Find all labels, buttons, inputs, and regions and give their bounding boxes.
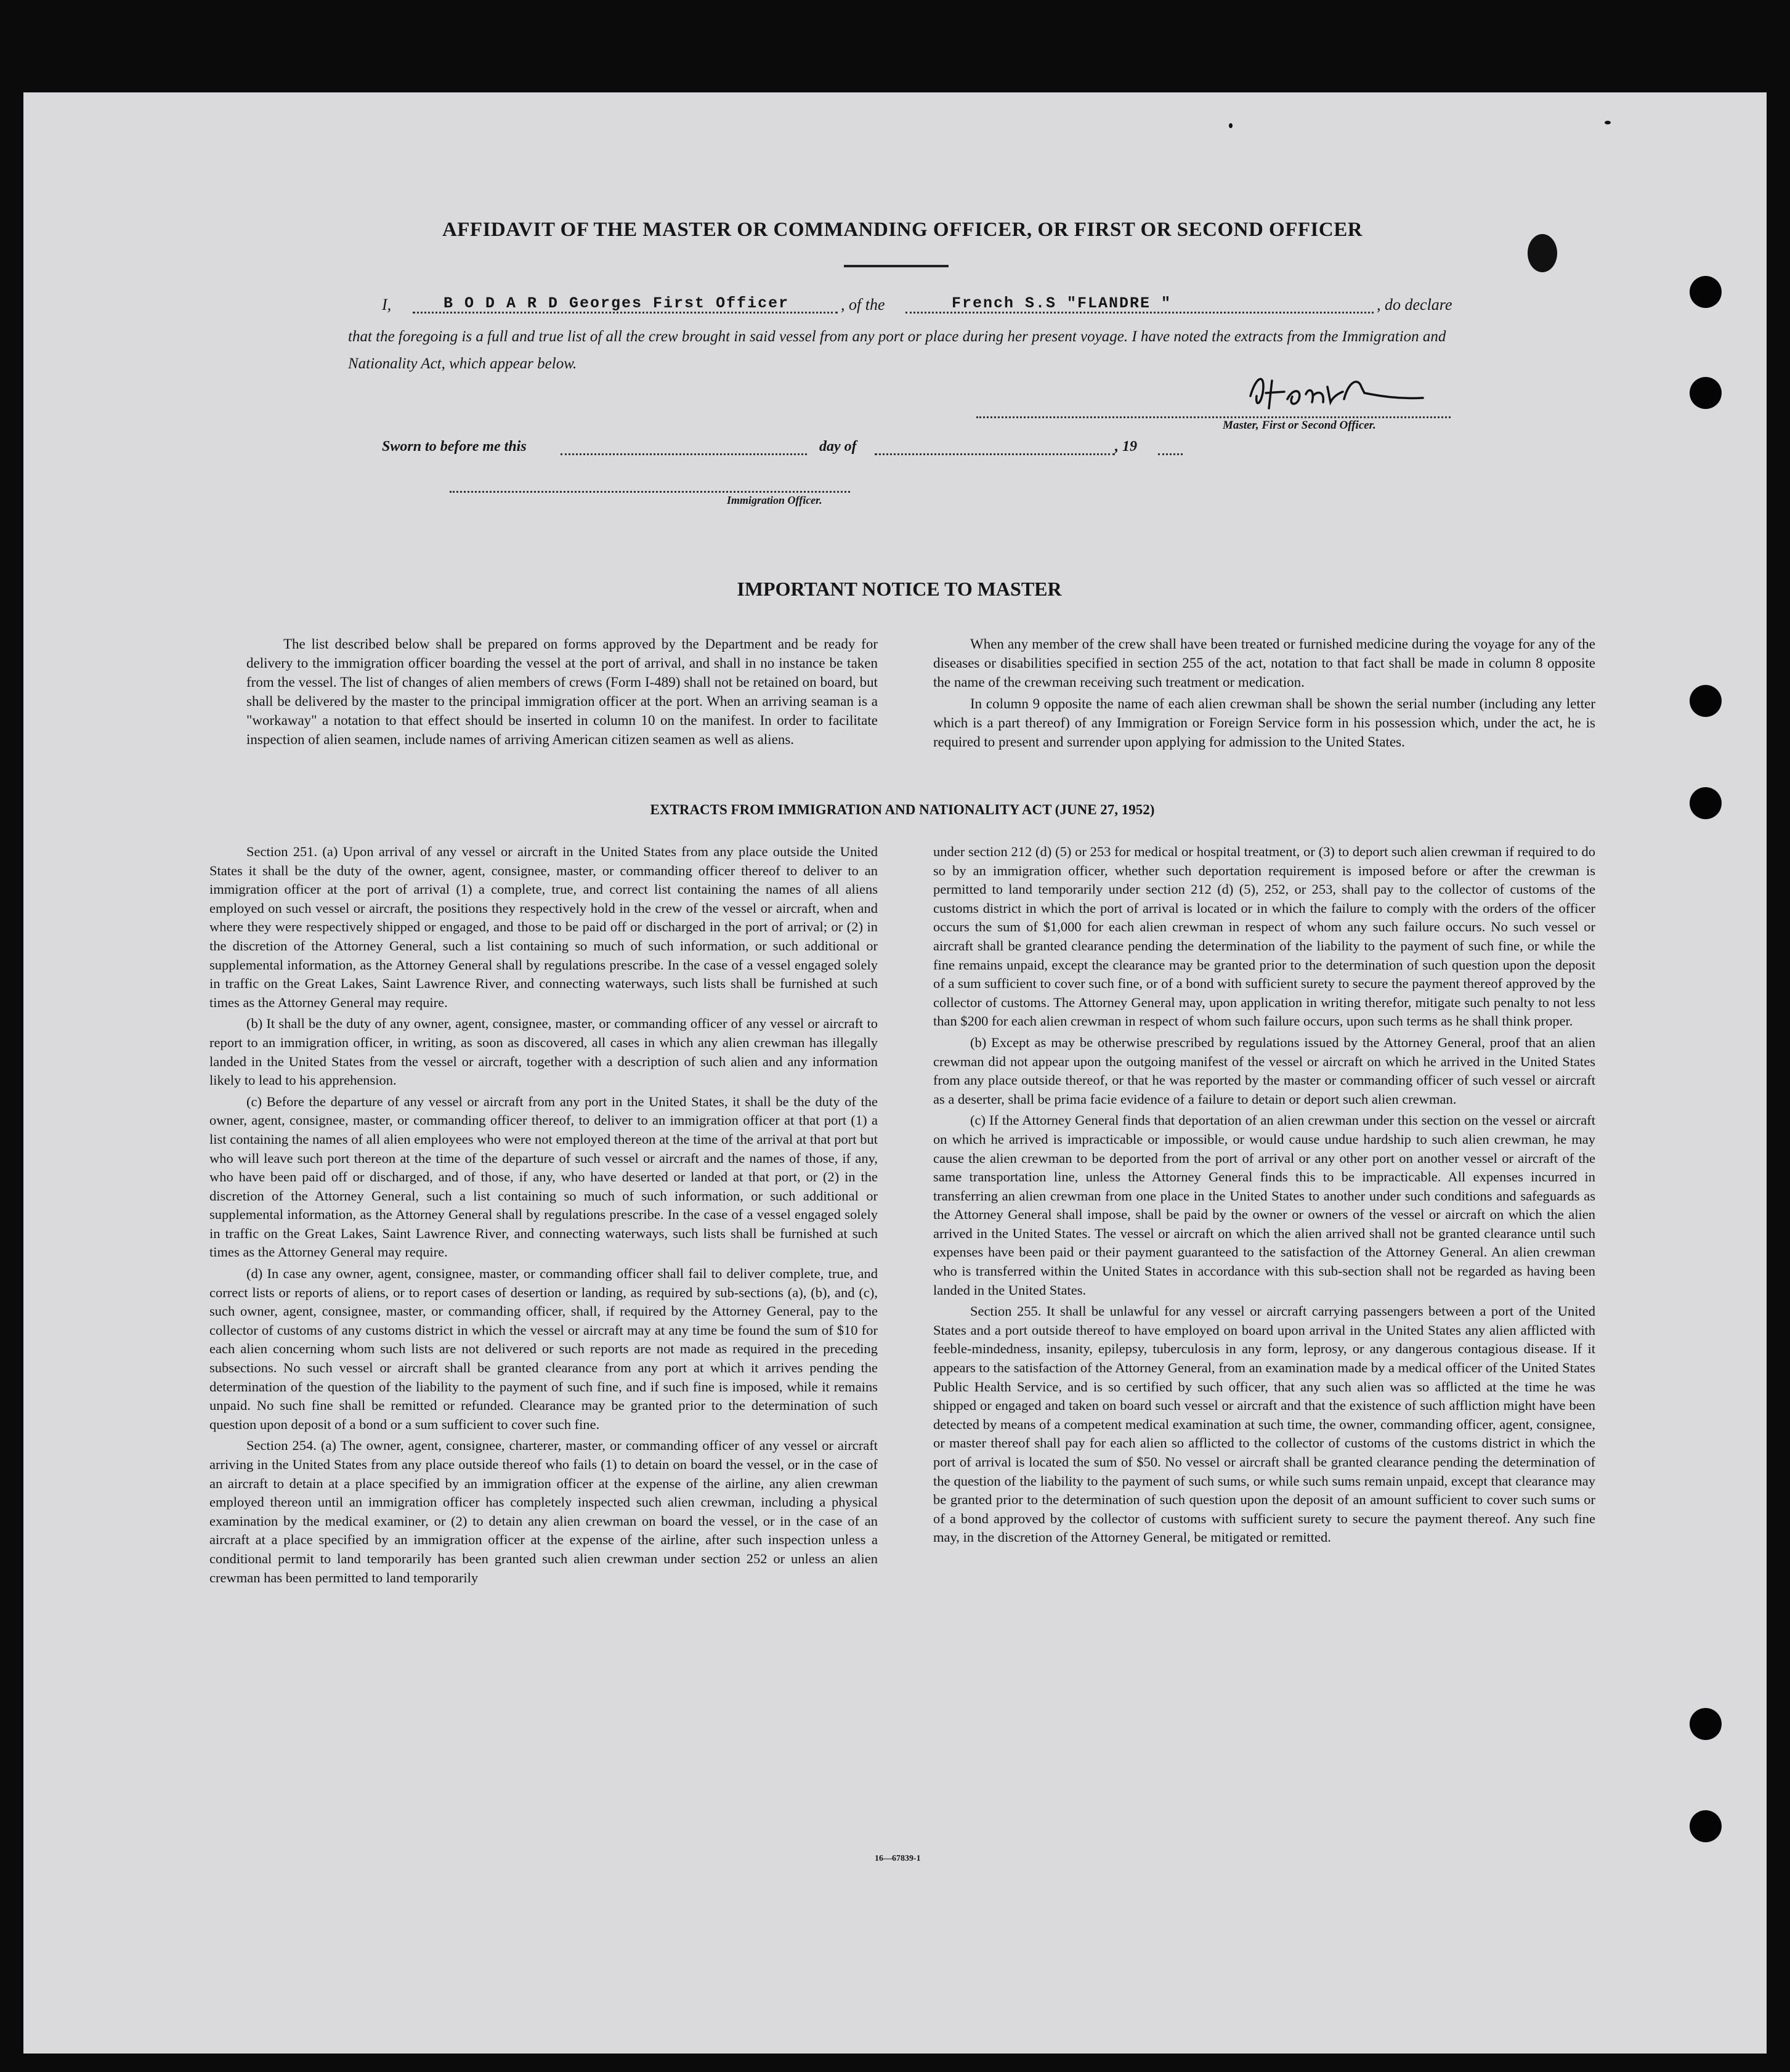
- binder-hole: [1690, 1810, 1722, 1842]
- notice-left-text: The list described below shall be prepared on forms approved by the Department and be ready for delivery to the immigration officer boarding the vessel at the port of arrival, and shall in no instance be taken from the vessel. The list of changes of alien members of crews (Form I-489) shall not be retained on board, but shall be delivered by the master to the principal immigration officer at the port. When an arriving seaman is a "workaway" a notation to that effect should be inserted in column 10 on the manifest. In order to facilitate inspection of alien seamen, include names of arriving American citizen seamen as well as aliens.: [246, 636, 878, 747]
- declaration-text: that the foregoing is a full and true list of all the crew brought in said vessel from any port or place during her present voyage. I have noted the extracts from the Immigration and Nationality Act, which appear below.: [348, 328, 1446, 372]
- section-251-c: (c) Before the departure of any vessel or aircraft from any port in the United States, it shall be the duty of the owner, agent, consignee, master, or commanding officer thereof, to deliver to an immigration officer at that port (1) a list containing the names of all alien employees who were not employed thereon at the time of the arrival at that port but who will leave such port thereon at the time of the departure of such vessel or aircraft and the names of those, if any, who have been paid off or discharged, and of those, if any, who have deserted or landed at that port, or (2) in the discretion of the Attorney General, such a list containing so much of such information, or such additional or supplemental information, as the Attorney General shall by regulations prescribe. In the case of a vessel engaged solely in traffic on the Great Lakes, Saint Lawrence River, and connecting waterways, such lists shall be furnished at such times as the Attorney General may require.: [209, 1093, 878, 1260]
- declare-suffix: , do declare: [1377, 296, 1452, 314]
- signature-line: [976, 416, 1451, 418]
- sworn-day-fill: [561, 453, 807, 455]
- ink-speck: [1229, 123, 1233, 128]
- notice-right-text-2: In column 9 opposite the name of each alien crewman shall be shown the serial number (including any letter which is a part thereof) of any Immigration or Foreign Service form in his possession which, under the act, he is required to present and surrender upon applying for admission to the United States.: [933, 696, 1595, 750]
- section-254-c: (c) If the Attorney General finds that deportation of an alien crewman under this section on the vessel or aircraft on which he arrived is impracticable or impossible, or would cause undue hardship to such alien crewman, he may cause the alien crewman to be deported from the port of arrival or any other port on another vessel or aircraft of the same transportation line, unless the Attorney General finds this to be impracticable. All expenses incurred in transferring an alien crewman from one place in the United States to another under such conditions and safeguards as the Attorney General shall impose, shall be paid by the owner or owners of the vessel or aircraft on which the alien arrived in the United States. The vessel or aircraft on which the alien arrived shall not be granted clearance until such expenses have been paid or their payment guaranteed to the satisfaction of the Attorney General. An alien crewman who is transferred within the United States in accordance with this sub-section shall not be regarded as having been landed in the United States.: [933, 1112, 1595, 1298]
- binder-hole: [1690, 276, 1722, 308]
- declaration-prefix: I,: [382, 296, 392, 314]
- handwritten-signature: [1238, 368, 1435, 418]
- vessel-name: French S.S "FLANDRE ": [952, 294, 1172, 312]
- year-label: , 19: [1115, 439, 1137, 455]
- section-255: Section 255. It shall be unlawful for any vessel or aircraft carrying passengers between a port of the United States and a port outside thereof to have employed on board upon arrival in the United States any alien afflicted with feeble-mindedness, insanity, epilepsy, tuberculosis in any form, leprosy, or any dangerous contagious disease. If it appears to the satisfaction of the Attorney General, from an examination made by a medical officer of the United States Public Health Service, and is so certified by such officer, that any such alien was so afflicted at the time he was shipped or engaged and taken on board such vessel or aircraft and that the existence of such affliction might have been detected by means of a competent medical examination at such time, the owner, commanding officer, agent, consignee, or master thereof shall pay for each alien so afflicted to the collector of customs of the customs district in which the port of arrival is located the sum of $50. No vessel or aircraft shall be granted clearance pending the determination of the question of the liability to the payment of such sums, or while such sums remain unpaid, except that clearance may be granted prior to the determination of such question upon the deposit of an amount sufficient to cover such sums or of a bond approved by the collector of customs with sufficient surety to secure the payment thereof. Any such fine may, in the discretion of the Attorney General, be mitigated or remitted.: [933, 1303, 1595, 1545]
- title-underline: [844, 265, 949, 267]
- form-code: 16—67839-1: [875, 1854, 921, 1863]
- officer-name: B O D A R D Georges First Officer: [443, 294, 790, 312]
- section-251-a: Section 251. (a) Upon arrival of any vessel or aircraft in the United States from any place outside the United States it shall be the duty of the owner, agent, consignee, master, or commanding officer thereof to deliver to an immigration officer at the port of arrival (1) a complete, true, and correct list containing the names of all aliens employed on such vessel or aircraft, the positions they respectively hold in the crew of the vessel or aircraft, when and where they were respectively shipped or engaged, and those to be paid off or discharged in the port of arrival; or (2) in the discretion of the Attorney General, such a list containing so much of such information, or such additional or supplemental information, as the Attorney General shall by regulations prescribe. In the case of a vessel engaged solely in traffic on the Great Lakes, Saint Lawrence River, and connecting waterways, such lists shall be furnished at such times as the Attorney General may require.: [209, 844, 878, 1010]
- binder-hole: [1690, 1708, 1722, 1740]
- section-251-b: (b) It shall be the duty of any owner, agent, consignee, master, or commanding officer of any vessel or aircraft to report to an immigration officer, in writing, as soon as discovered, all cases in which any alien crewman has illegally landed in the United States from the vessel or aircraft, together with a description of such alien and any information likely to lead to his apprehension.: [209, 1016, 878, 1088]
- signature-label: Master, First or Second Officer.: [1223, 419, 1376, 432]
- immigration-officer-label: Immigration Officer.: [727, 494, 822, 506]
- binder-hole: [1690, 377, 1722, 409]
- extracts-right-column: [933, 843, 1595, 1550]
- section-251-d: (d) In case any owner, agent, consignee, master, or commanding officer shall fail to deliver complete, true, and correct lists or reports of aliens, or to report cases of desertion or landing, as required by sub-sections (a), (b), and (c), such owner, agent, consignee, master, or commanding officer, shall, if required by the Attorney General, pay to the collector of customs of any customs district in which the vessel or aircraft may at any time be found the sum of $10 for each alien concerning whom such lists are not delivered or such reports are not made as required in the preceding subsections. No such vessel or aircraft shall be granted clearance from any port at which it arrives pending the determination of the question of the liability to the payment of such fine, and if such fine is imposed, while it remains unpaid. No such fine shall be remitted or refunded. Clearance may be granted prior to the determination of such question upon deposit of a bond or a sum sufficient to cover such fine.: [209, 1266, 878, 1432]
- binder-hole: [1690, 787, 1722, 819]
- sworn-month-fill: [875, 453, 1115, 455]
- notice-title: IMPORTANT NOTICE TO MASTER: [737, 578, 1062, 600]
- ink-blot: [1528, 234, 1557, 272]
- section-254-a-cont: under section 212 (d) (5) or 253 for medical or hospital treatment, or (3) to deport such alien crewman if required to do so by an immigration officer, whether such deportation requirement is imposed before or after the crewman is permitted to land temporarily under section 212 (d) (5), 252, or 253, shall pay to the collector of customs of the customs district in which the port of arrival is located or in which the failure to comply with the orders of the officer occurs the sum of $1,000 for each alien crewman in respect of whom any such failure occurs. No such vessel or aircraft shall be granted clearance pending the determination of the liability to the payment of such fine, or while the fine remains unpaid, except the clearance may be granted prior to the determination of such question upon the deposit of a sum sufficient to cover such fine, or of a bond with sufficient surety to secure the payment thereof approved by the collector of customs. The Attorney General may, upon application in writing therefor, mitigate such penalty to not less than $200 for each alien crewman in respect of whom such failure occurs, upon such terms as he shall think proper.: [933, 844, 1595, 1029]
- section-254-a: Section 254. (a) The owner, agent, consignee, charterer, master, or commanding officer of any vessel or aircraft arriving in the United States from any place outside thereof who fails (1) to detain on board the vessel, or in the case of an aircraft to detain at a place specified by an immigration officer at the expense of the airline, any alien crewman employed thereon until an immigration officer has completely inspected such alien crewman, including a physical examination by the medical examiner, or (2) to detain any alien crewman on board the vessel, or in the case of an aircraft at a place specified by an immigration officer at the expense of the airline, after such inspection unless a conditional permit to land temporarily has been granted such alien crewman under section 252 or unless an alien crewman has been permitted to land temporarily: [209, 1438, 878, 1585]
- notice-left-column: [246, 634, 878, 751]
- notice-right-column: [933, 634, 1595, 754]
- extracts-left-column: [209, 843, 878, 1590]
- ink-speck: [1605, 121, 1611, 124]
- of-the-label: , of the: [841, 296, 885, 314]
- officer-signature-line: [450, 491, 850, 493]
- day-of-label: day of: [819, 439, 857, 455]
- affidavit-title: AFFIDAVIT OF THE MASTER OR COMMANDING OFFICER, OR FIRST OR SECOND OFFICER: [442, 219, 1363, 241]
- notice-right-text-1: When any member of the crew shall have been treated or furnished medicine during the voyage for any of the diseases or disabilities specified in section 255 of the act, notation to that fact shall be made in column 8 opposite the name of the crewman receiving such treatment or medication.: [933, 636, 1595, 690]
- sworn-prefix: Sworn to before me this: [382, 439, 527, 455]
- extracts-title: EXTRACTS FROM IMMIGRATION AND NATIONALITY ACT (JUNE 27, 1952): [650, 802, 1155, 817]
- binder-hole: [1690, 685, 1722, 717]
- sworn-year-fill: [1158, 453, 1183, 455]
- declaration-line: [382, 294, 1452, 320]
- section-254-b: (b) Except as may be otherwise prescribed by regulations issued by the Attorney General, proof that an alien crewman did not appear upon the outgoing manifest of the vessel or aircraft on which he arrived in the United States from any place outside thereof, or that he was reported by the master or commanding officer of such vessel or aircraft as a deserter, shall be prima facie evidence of a failure to detain or deport such alien crewman.: [933, 1034, 1595, 1107]
